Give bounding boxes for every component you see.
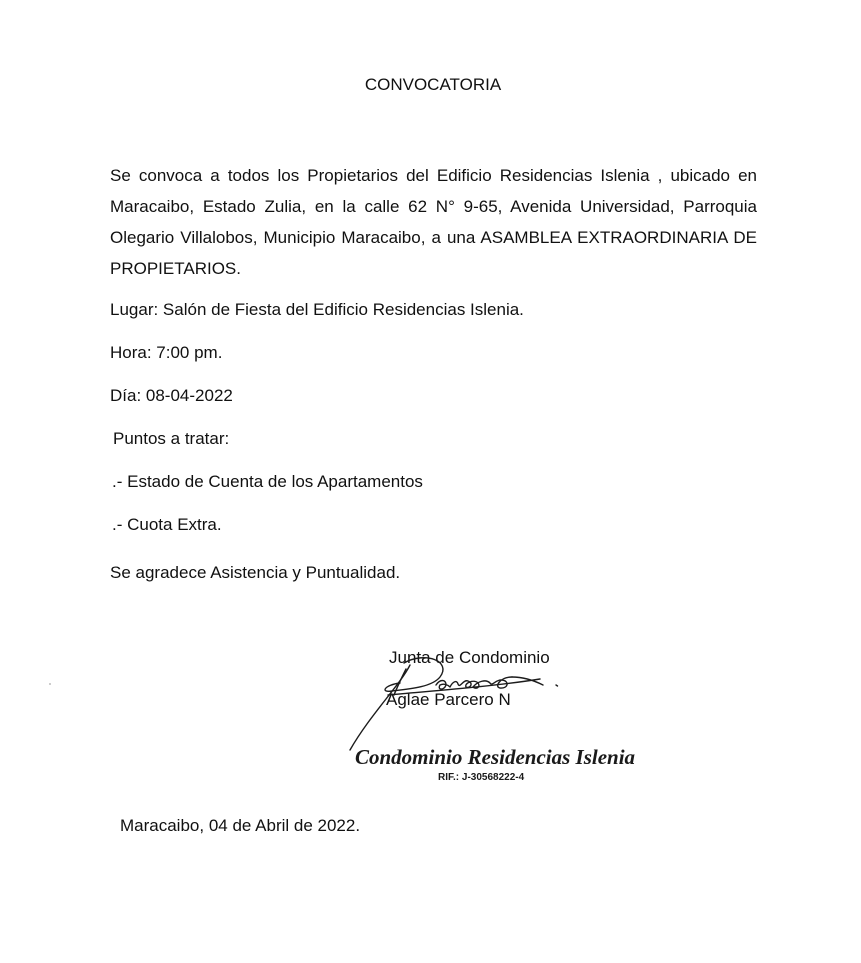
dia-line: Día: 08-04-2022: [110, 386, 233, 405]
punto-item: .- Cuota Extra.: [112, 515, 222, 534]
document-title: CONVOCATORIA: [364, 75, 502, 94]
lugar-line: Lugar: Salón de Fiesta del Edificio Residencias Islenia.: [110, 300, 524, 319]
stamp-rif: RIF.: J-30568222-4: [438, 772, 525, 783]
puntos-heading: Puntos a tratar:: [113, 429, 230, 448]
condominium-stamp: Condominio Residencias Islenia: [355, 745, 636, 769]
place-date: Maracaibo, 04 de Abril de 2022.: [120, 816, 361, 835]
scan-speck: [49, 683, 51, 685]
signer-name: Aglae Parcero N: [386, 690, 511, 709]
body-paragraph: Se convoca a todos los Propietarios del Edificio Residencias Islenia , ubicado en Maracaibo, Estado Zulia, en la calle 62 N° 9-65, Avenida Universidad, Parroquia Olegario Villalobos, Municipio Maracaibo, a una ASAMBLEA EXTRAORDINARIA DE PROPIETARIOS.: [110, 166, 757, 278]
hora-line: Hora: 7:00 pm.: [110, 343, 223, 362]
signature-organization: Junta de Condominio: [389, 648, 550, 667]
closing-line: Se agradece Asistencia y Puntualidad.: [110, 563, 401, 582]
punto-item: .- Estado de Cuenta de los Apartamentos: [112, 472, 423, 491]
